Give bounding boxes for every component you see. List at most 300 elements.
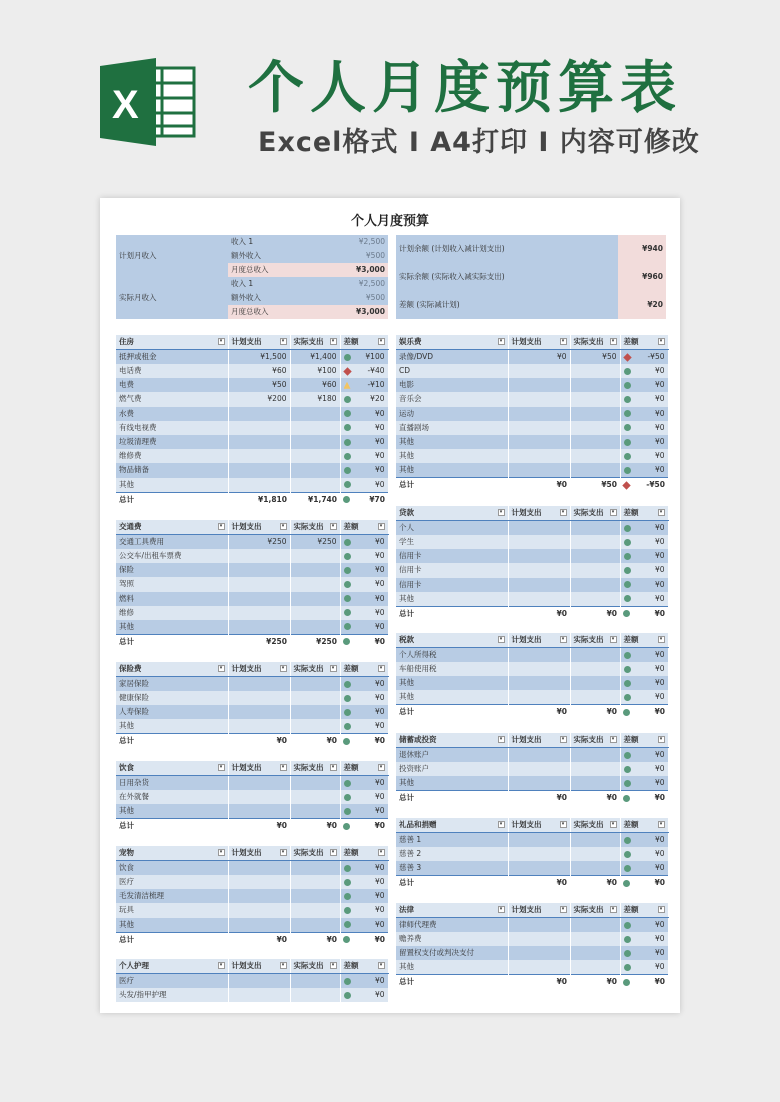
filter-dropdown-icon[interactable]: ▾ [658,821,665,828]
plan-value[interactable] [508,563,570,577]
diff-value-text: ¥0 [654,849,665,859]
diff-value [620,918,668,933]
category-header-text: 储蓄或投资 [399,735,437,744]
actual-value[interactable] [570,648,620,663]
plan-value[interactable] [228,378,290,392]
total-plan-text: ¥0 [556,707,567,717]
actual-value[interactable] [290,691,340,705]
actual-value-text: ¥60 [322,380,337,390]
item-label-text: 其他 [399,962,414,972]
filter-dropdown-icon[interactable]: ▾ [378,962,385,969]
actual-value[interactable] [290,392,340,406]
status-indicator-icon [344,581,351,588]
diff-value [340,691,388,705]
category-header-text: 住房 [119,337,134,346]
plan-value[interactable] [508,648,570,663]
filter-dropdown-icon[interactable]: ▾ [218,338,225,345]
expense-table [116,335,389,507]
filter-dropdown-icon[interactable]: ▾ [218,849,225,856]
diff-value-text: ¥0 [374,919,385,929]
filter-dropdown-icon[interactable]: ▾ [658,636,665,643]
filter-dropdown-icon[interactable]: ▾ [330,338,337,345]
total-label-text: 总计 [119,934,134,944]
actual-value[interactable] [290,449,340,463]
diff-value [340,535,388,550]
diff-value [340,790,388,804]
actual-value[interactable] [570,521,620,536]
table-row [116,918,388,933]
actual-value[interactable] [290,790,340,804]
filter-dropdown-icon[interactable]: ▾ [560,338,567,345]
actual-value[interactable] [570,776,620,791]
plan-value[interactable] [228,592,290,606]
actual-value[interactable] [290,463,340,477]
item-label-text: 其他 [119,721,134,731]
table-row [116,407,388,421]
status-indicator-icon [624,652,631,659]
income-total-label: 月度总收入 [228,305,324,319]
filter-dropdown-icon[interactable]: ▾ [560,509,567,516]
table-row [116,861,388,876]
diff-value [340,889,388,903]
diff-value [340,918,388,933]
actual-value[interactable] [290,478,340,493]
plan-value[interactable] [508,946,570,960]
expense-table [116,662,389,748]
item-label [116,705,228,719]
filter-dropdown-icon[interactable]: ▾ [610,906,617,913]
filter-dropdown-icon[interactable]: ▾ [280,764,287,771]
plan-value[interactable] [508,421,570,435]
item-label [116,478,228,493]
total-actual [570,975,620,990]
actual-value[interactable] [290,861,340,876]
actual-value[interactable] [290,407,340,421]
plan-value[interactable] [228,535,290,550]
item-label [396,435,508,449]
category-header [396,633,508,648]
plan-value[interactable] [228,478,290,493]
balance-summary [396,235,666,319]
actual-value[interactable] [570,421,620,435]
plan-value[interactable] [228,549,290,563]
item-label [116,449,228,463]
diff-value [620,946,668,960]
status-indicator-icon [344,609,351,616]
plan-value[interactable] [508,662,570,676]
table-row [116,364,388,378]
item-label [396,407,508,421]
plan-value[interactable] [228,691,290,705]
actual-value[interactable] [290,563,340,577]
filter-dropdown-icon[interactable]: ▾ [610,338,617,345]
filter-dropdown-icon[interactable]: ▾ [610,821,617,828]
plan-value[interactable] [508,690,570,705]
plan-value[interactable] [508,918,570,933]
plan-value[interactable] [508,521,570,536]
actual-value[interactable] [570,748,620,763]
total-plan [228,734,290,749]
item-label [116,620,228,635]
total-row [116,819,388,834]
actual-value[interactable] [570,364,620,378]
actual-header-text: 实际支出 [293,961,324,970]
actual-value[interactable] [290,549,340,563]
expense-table [116,846,389,947]
actual-value[interactable] [570,592,620,607]
actual-value[interactable] [290,988,340,1002]
actual-value[interactable] [570,946,620,960]
diff-value-text: ¥0 [374,905,385,915]
actual-value[interactable] [290,677,340,692]
category-header [396,733,508,748]
income-item-label: 收入 1 [228,277,324,291]
filter-dropdown-icon[interactable]: ▾ [330,849,337,856]
plan-value[interactable] [508,549,570,563]
plan-value[interactable] [508,392,570,406]
plan-value[interactable] [508,378,570,392]
actual-value[interactable] [290,719,340,734]
item-label-text: 其他 [119,621,134,631]
actual-value[interactable] [290,804,340,819]
diff-header [340,662,388,677]
filter-dropdown-icon[interactable]: ▾ [560,821,567,828]
actual-value[interactable] [570,833,620,848]
plan-value[interactable] [508,449,570,463]
filter-dropdown-icon[interactable]: ▾ [658,338,665,345]
filter-dropdown-icon[interactable]: ▾ [280,338,287,345]
item-label [116,549,228,563]
filter-dropdown-icon[interactable]: ▾ [218,962,225,969]
actual-value[interactable] [290,535,340,550]
item-label [116,691,228,705]
actual-value[interactable] [570,861,620,876]
plan-value[interactable] [508,676,570,690]
actual-value[interactable] [570,463,620,478]
plan-header [228,846,290,861]
plan-value[interactable] [228,988,290,1002]
filter-dropdown-icon[interactable]: ▾ [378,523,385,530]
plan-value[interactable] [228,421,290,435]
filter-dropdown-icon[interactable]: ▾ [280,962,287,969]
filter-dropdown-icon[interactable]: ▾ [658,736,665,743]
expense-table [396,335,669,492]
plan-value[interactable] [228,606,290,620]
filter-dropdown-icon[interactable]: ▾ [498,636,505,643]
plan-value[interactable] [508,847,570,861]
item-label-text: 公交车/出租车票费 [119,551,182,561]
actual-value[interactable] [290,620,340,635]
diff-value-text: ¥0 [654,650,665,659]
actual-value[interactable] [570,435,620,449]
table-row [396,449,668,463]
actual-value[interactable] [290,421,340,435]
filter-dropdown-icon[interactable]: ▾ [218,665,225,672]
total-plan-text: ¥0 [276,736,287,746]
diff-value-text: ¥0 [654,948,665,958]
item-label-text: 其他 [399,451,414,461]
actual-value[interactable] [290,776,340,791]
income-item-value[interactable]: ¥2,500 [324,277,388,291]
category-header [396,903,508,918]
diff-value-text: ¥0 [654,678,665,688]
actual-value[interactable] [290,918,340,933]
plan-value[interactable] [228,719,290,734]
diff-value-text: ¥0 [374,778,385,787]
plan-value[interactable] [228,407,290,421]
plan-value[interactable] [508,535,570,549]
actual-value[interactable] [570,392,620,406]
actual-value[interactable] [570,378,620,392]
plan-value[interactable] [228,889,290,903]
plan-value[interactable] [228,563,290,577]
plan-value[interactable] [228,918,290,933]
plan-value[interactable] [508,350,570,365]
filter-dropdown-icon[interactable]: ▾ [560,636,567,643]
status-indicator-icon [624,539,631,546]
diff-header-text: 差额 [343,664,359,673]
plan-value[interactable] [228,449,290,463]
category-header [116,959,228,974]
plan-value[interactable] [228,705,290,719]
actual-value[interactable] [570,578,620,592]
item-label-text: 其他 [399,778,414,788]
diff-value-text: ¥0 [654,664,665,674]
plan-value[interactable] [228,392,290,406]
actual-value[interactable] [290,364,340,378]
actual-value[interactable] [290,974,340,989]
plan-value[interactable] [228,677,290,692]
item-label-text: 饮食 [119,863,134,872]
status-indicator-icon [624,382,631,389]
total-row [116,634,388,649]
actual-value[interactable] [570,407,620,421]
plan-value[interactable] [508,776,570,791]
diff-header-text: 差额 [623,735,639,744]
filter-dropdown-icon[interactable]: ▾ [498,338,505,345]
actual-value[interactable] [290,378,340,392]
plan-value[interactable] [508,833,570,848]
table-row [116,478,388,493]
actual-value[interactable] [570,918,620,933]
plan-value[interactable] [228,875,290,889]
diff-header-text: 差额 [343,763,359,772]
filter-dropdown-icon[interactable]: ▾ [498,906,505,913]
diff-value-text: ¥0 [654,934,665,944]
actual-value[interactable] [290,705,340,719]
filter-dropdown-icon[interactable]: ▾ [330,523,337,530]
total-diff [340,819,388,834]
total-label-text: 总计 [399,707,414,717]
status-indicator-icon [344,907,351,914]
total-label [116,734,228,749]
income-item-label: 额外收入 [228,249,324,263]
plan-value[interactable] [508,592,570,607]
item-label-text: 驾照 [119,579,134,589]
plan-value[interactable] [508,932,570,946]
status-indicator-icon [344,623,351,630]
diff-header-text: 差额 [623,337,639,346]
diff-header [620,633,668,648]
filter-dropdown-icon[interactable]: ▾ [658,509,665,516]
filter-dropdown-icon[interactable]: ▾ [378,338,385,345]
diff-value [620,748,668,763]
table-row [116,790,388,804]
status-indicator-icon [344,453,351,460]
actual-value[interactable] [570,350,620,365]
diff-value-text: ¥0 [654,366,665,376]
filter-dropdown-icon[interactable]: ▾ [378,764,385,771]
filter-dropdown-icon[interactable]: ▾ [498,509,505,516]
actual-value[interactable] [290,435,340,449]
diff-value-text: ¥0 [374,451,385,461]
actual-header-text: 实际支出 [293,522,324,531]
plan-value[interactable] [228,974,290,989]
plan-value[interactable] [508,463,570,478]
diff-header-text: 差额 [343,961,359,970]
table-row [116,577,388,591]
plan-value[interactable] [508,861,570,876]
plan-value[interactable] [228,776,290,791]
income-item-value[interactable]: ¥2,500 [324,235,388,249]
table-row [116,535,388,550]
total-actual-text: ¥50 [601,480,617,490]
actual-value[interactable] [570,932,620,946]
actual-value[interactable] [290,577,340,591]
plan-header-text: 计划支出 [231,664,262,673]
plan-value[interactable] [508,364,570,378]
item-label-text: 水费 [119,408,134,418]
actual-value-text: ¥1,400 [310,352,337,361]
income-item-value[interactable]: ¥500 [324,249,388,263]
filter-dropdown-icon[interactable]: ▾ [330,665,337,672]
filter-dropdown-icon[interactable]: ▾ [610,636,617,643]
status-indicator-icon [623,880,630,887]
actual-value[interactable] [290,889,340,903]
diff-value [620,762,668,776]
plan-value[interactable] [508,748,570,763]
actual-header-text: 实际支出 [293,763,324,772]
filter-dropdown-icon[interactable]: ▾ [498,736,505,743]
plan-header [228,662,290,677]
status-indicator-icon [344,921,351,928]
actual-header-text: 实际支出 [573,820,604,829]
filter-dropdown-icon[interactable]: ▾ [560,906,567,913]
category-header [116,520,228,535]
expense-table [396,733,669,805]
actual-value[interactable] [570,676,620,690]
plan-value[interactable] [228,463,290,477]
item-label [396,648,508,663]
total-label [396,705,508,720]
status-indicator-icon [344,567,351,574]
filter-dropdown-icon[interactable]: ▾ [610,509,617,516]
plan-value[interactable] [228,364,290,378]
filter-dropdown-icon[interactable]: ▾ [378,849,385,856]
diff-value-text: ¥0 [374,437,385,447]
plan-value[interactable] [228,903,290,917]
item-label-text: 个人所得税 [399,650,437,659]
actual-value[interactable] [570,563,620,577]
filter-dropdown-icon[interactable]: ▾ [330,764,337,771]
actual-value[interactable] [570,535,620,549]
filter-dropdown-icon[interactable]: ▾ [280,523,287,530]
filter-dropdown-icon[interactable]: ▾ [218,523,225,530]
diff-value [340,875,388,889]
actual-value[interactable] [570,960,620,975]
filter-dropdown-icon[interactable]: ▾ [378,665,385,672]
actual-header [570,733,620,748]
plan-value[interactable] [228,620,290,635]
diff-value-text: ¥0 [374,976,385,985]
filter-dropdown-icon[interactable]: ▾ [330,962,337,969]
item-label-text: 燃气费 [119,394,142,404]
diff-value-text: ¥0 [374,707,385,717]
actual-value[interactable] [290,875,340,889]
total-actual-text: ¥0 [326,821,337,831]
actual-value[interactable] [290,350,340,365]
total-diff-text: ¥0 [654,608,665,618]
plan-value[interactable] [228,804,290,819]
actual-value[interactable] [290,903,340,917]
diff-value [620,960,668,975]
plan-value[interactable] [508,407,570,421]
plan-value[interactable] [508,578,570,592]
category-header-text: 交通费 [119,522,142,531]
actual-value[interactable] [570,690,620,705]
actual-value[interactable] [570,762,620,776]
plan-value[interactable] [508,435,570,449]
item-label [116,463,228,477]
actual-value[interactable] [570,549,620,563]
filter-dropdown-icon[interactable]: ▾ [280,665,287,672]
total-diff [620,606,668,621]
total-label [396,478,508,493]
income-item-value[interactable]: ¥500 [324,291,388,305]
table-row [116,705,388,719]
actual-value[interactable] [290,606,340,620]
plan-value[interactable] [228,435,290,449]
actual-value[interactable] [570,847,620,861]
plan-value-text: ¥60 [272,366,287,376]
plan-value[interactable] [508,762,570,776]
plan-value[interactable] [228,577,290,591]
filter-dropdown-icon[interactable]: ▾ [610,736,617,743]
filter-dropdown-icon[interactable]: ▾ [280,849,287,856]
plan-value[interactable] [508,960,570,975]
filter-dropdown-icon[interactable]: ▾ [658,906,665,913]
table-row [116,606,388,620]
status-indicator-icon [343,738,350,745]
plan-value[interactable] [228,790,290,804]
category-header [396,818,508,833]
filter-dropdown-icon[interactable]: ▾ [218,764,225,771]
item-label-text: 留置权支付或判决支付 [399,948,474,958]
diff-value-text: ¥0 [374,607,385,617]
filter-dropdown-icon[interactable]: ▾ [498,821,505,828]
table-row [396,662,668,676]
item-label-text: 运动 [399,408,414,418]
total-plan [228,492,290,507]
income-total-value: ¥3,000 [324,305,388,319]
plan-value[interactable] [228,350,290,365]
status-indicator-icon [623,795,630,802]
actual-value[interactable] [570,449,620,463]
actual-value[interactable] [290,592,340,606]
plan-value[interactable] [228,861,290,876]
filter-dropdown-icon[interactable]: ▾ [560,736,567,743]
actual-value[interactable] [570,662,620,676]
